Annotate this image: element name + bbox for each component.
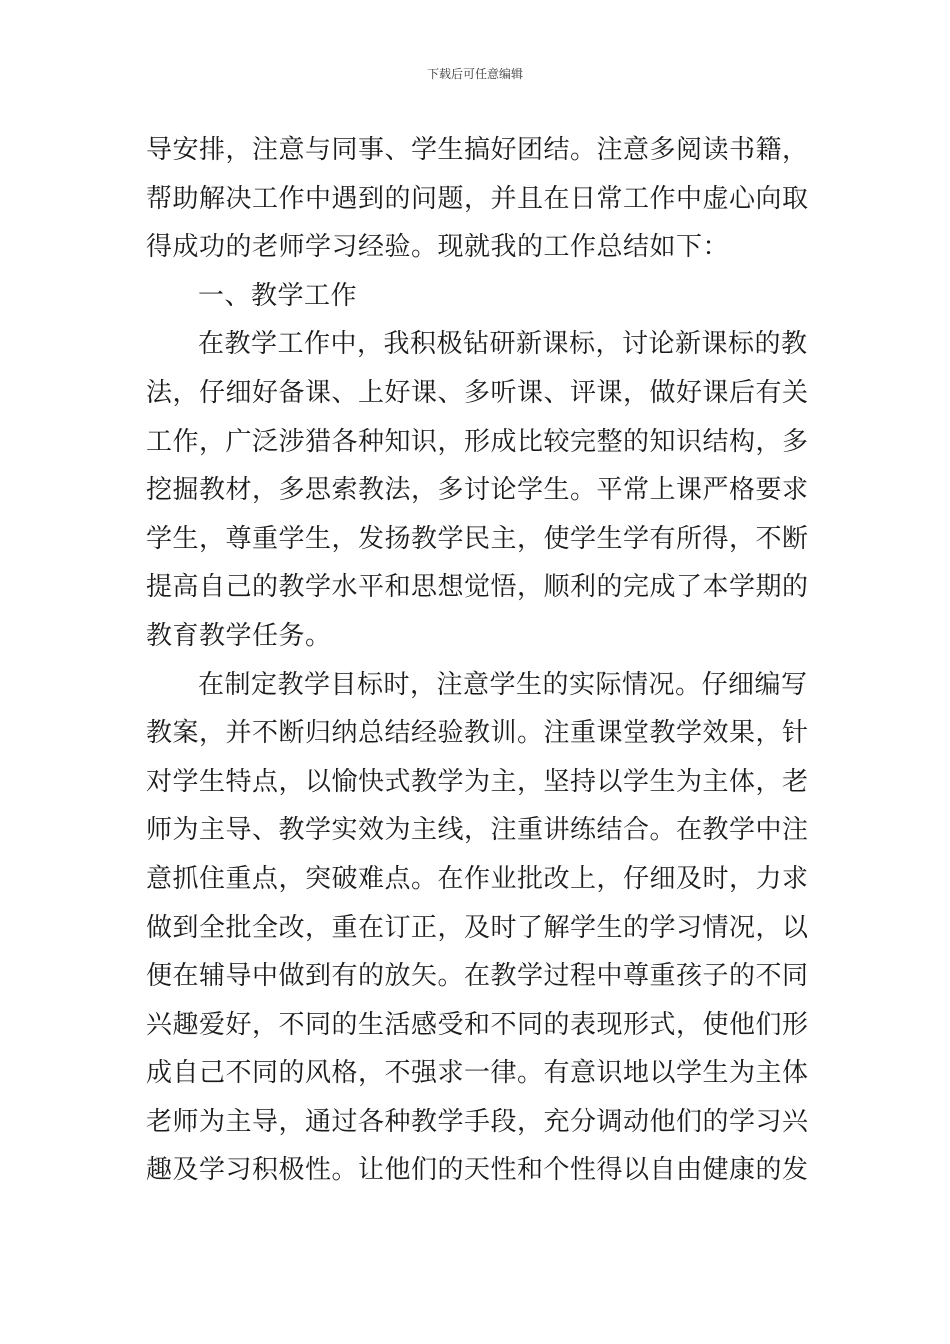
page-header: 下载后可任意编辑 [426, 67, 523, 81]
text-line: 趣及学习积极性。让他们的天性和个性得以自由健康的发 [146, 1155, 809, 1186]
text-line: 学生，尊重学生，发扬教学民主，使学生学有所得，不断 [146, 523, 809, 554]
text-line: 教育教学任务。 [146, 620, 332, 651]
text-line: 提高自己的教学水平和思想觉悟，顺利的完成了本学期的 [146, 572, 809, 603]
text-line: 挖掘教材，多思索教法，多讨论学生。平常上课严格要求 [146, 475, 809, 506]
text-line: 得成功的老师学习经验。现就我的工作总结如下： [146, 232, 730, 263]
paragraph-teaching-work [146, 320, 809, 660]
section-heading: 一、教学工作 [198, 280, 358, 311]
paragraph-teaching-goals [146, 661, 809, 1196]
text-line: 法，仔细好备课、上好课、多听课、评课，做好课后有关 [146, 377, 809, 408]
intro-paragraph [146, 126, 809, 272]
text-line: 工作，广泛涉猎各种知识，形成比较完整的知识结构，多 [146, 426, 809, 457]
text-line: 教案，并不断归纳总结经验教训。注重课堂教学效果，针 [146, 718, 809, 749]
text-line: 成自己不同的风格，不强求一律。有意识地以学生为主体 [146, 1058, 809, 1089]
text-line: 在制定教学目标时，注意学生的实际情况。仔细编写 [198, 669, 808, 700]
text-line: 帮助解决工作中遇到的问题，并且在日常工作中虚心向取 [146, 183, 809, 214]
text-line: 便在辅导中做到有的放矢。在教学过程中尊重孩子的不同 [146, 961, 809, 992]
text-line: 意抓住重点，突破难点。在作业批改上，仔细及时，力求 [146, 863, 809, 894]
text-line: 在教学工作中，我积极钻研新课标，讨论新课标的教 [198, 329, 808, 360]
text-line: 做到全批全改，重在订正，及时了解学生的学习情况，以 [146, 912, 809, 943]
text-line: 师为主导、教学实效为主线，注重讲练结合。在教学中注 [146, 815, 809, 846]
document-body [146, 126, 809, 1195]
text-line: 老师为主导，通过各种教学手段，充分调动他们的学习兴 [146, 1106, 809, 1137]
text-line: 兴趣爱好，不同的生活感受和不同的表现形式，使他们形 [146, 1009, 809, 1040]
text-line: 对学生特点，以愉快式教学为主，坚持以学生为主体，老 [146, 766, 809, 797]
text-line: 导安排，注意与同事、学生搞好团结。注意多阅读书籍， [146, 135, 809, 165]
